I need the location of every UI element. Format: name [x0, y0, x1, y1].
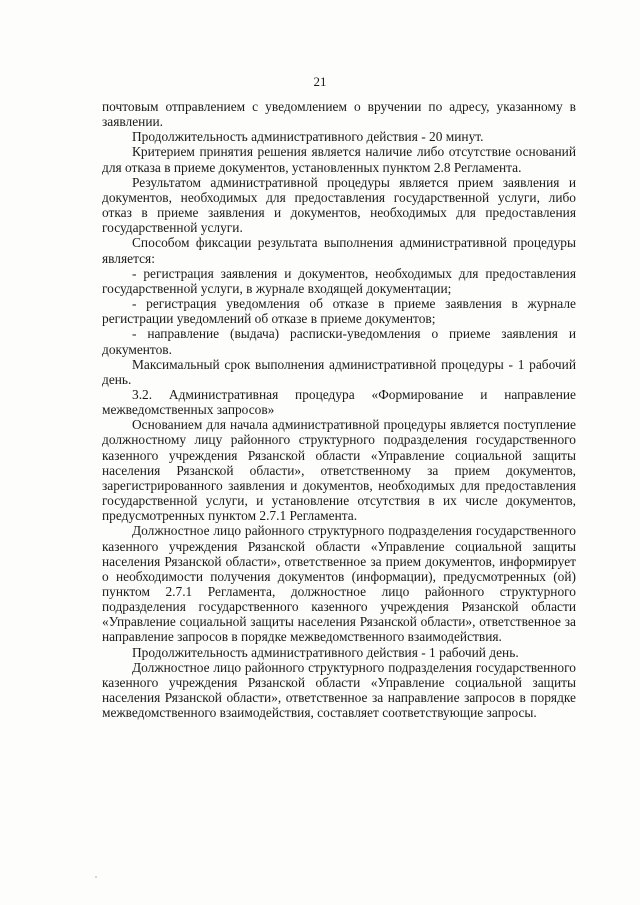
paragraph-procedure-result: Результатом административной процедуры является прием заявления и документов, необходимых для предоставления государственной услуги, либо отказ в приеме заявления и документов, необходимых для предоставления государственной услуги.	[102, 174, 576, 236]
list-item-receipt-notice: - направление (выдача) расписки-уведомления о приеме заявления и документов.	[102, 326, 576, 357]
paragraph-max-duration: Максимальный срок выполнения административной процедуры - 1 рабочий день.	[102, 356, 576, 387]
paragraph-decision-criterion: Критерием принятия решения является наличие либо отсутствие оснований для отказа в приеме документов, установленных пунктом 2.8 Регламента.	[102, 144, 576, 175]
page-number: 21	[313, 74, 327, 89]
paragraph-grounds-for-start: Основанием для начала административной процедуры является поступление должностному лицу районного структурного подразделения государственного казенного учреждения Рязанской области «Управление социальной защиты населения Рязанской области», ответственному за прием документов, зарегистрированного заявления и документов, необходимых для предоставления государственной услуги, и установление отсутствия в их числе документов, предусмотренных пунктом 2.7.1 Регламента.	[102, 417, 576, 524]
paragraph-recording-method: Способом фиксации результата выполнения административной процедуры является:	[102, 235, 576, 266]
list-item-registration-application: - регистрация заявления и документов, необходимых для предоставления государственной услуги, в журнале входящей документации;	[102, 265, 576, 296]
paragraph-delivery-method: почтовым отправлением с уведомлением о вручении по адресу, указанному в заявлении.	[102, 99, 576, 130]
list-item-registration-refusal: - регистрация уведомления об отказе в приеме заявления в журнале регистрации уведомлений об отказе в приеме документов;	[102, 296, 576, 327]
paragraph-duration-20-min: Продолжительность административного действия - 20 минут.	[132, 129, 484, 145]
paragraph-official-prepares-requests: Должностное лицо районного структурного подразделения государственного казенного учреждения Рязанской области «Управление социальной защиты населения Рязанской области», ответственное за направление запросов в порядке межведомственного взаимодействия, составляет соответствующие запросы.	[102, 659, 576, 721]
paragraph-official-informs: Должностное лицо районного структурного подразделения государственного казенного учреждения Рязанской области «Управление социальной защиты населения Рязанской области», ответственное за прием документов, информирует о необходимости получения документов (информации), предусмотренных (ой) пунктом 2.7.1 Регламента, должностное лицо районного структурного подразделения государственного казенного учреждения Рязанской области «Управление социальной защиты населения Рязанской области», ответственное за направление запросов в порядке межведомственного взаимодействия.	[102, 523, 576, 645]
scan-artifact	[95, 876, 97, 878]
paragraph-duration-1-day: Продолжительность административного действия - 1 рабочий день.	[132, 644, 519, 660]
section-heading-3-2: 3.2. Административная процедура «Формирование и направление межведомственных запросов»	[102, 386, 576, 418]
document-body	[102, 99, 576, 720]
